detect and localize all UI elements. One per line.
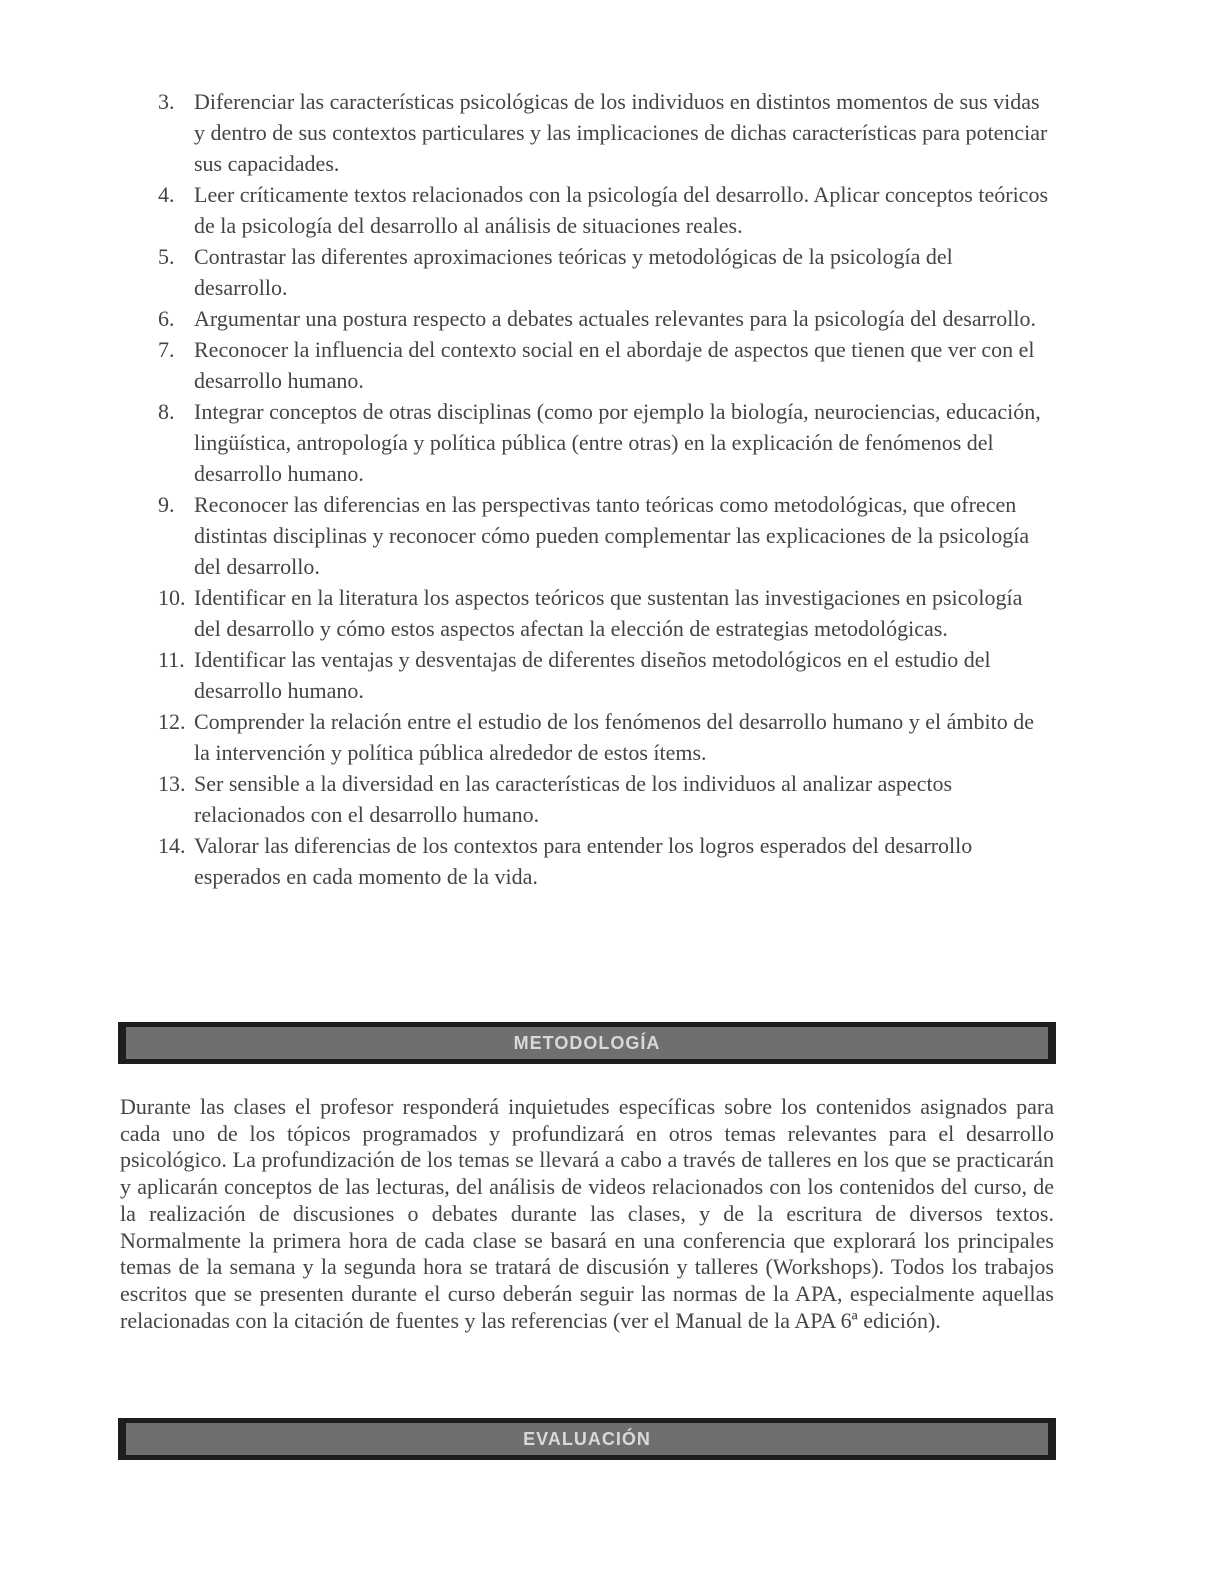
methodology-paragraph: Durante las clases el profesor responderá inquietudes específicas sobre los contenidos asignados para cada uno de los tópicos programados y profundizará en otros temas relevantes para el desarrollo psicológico. La profundización de los temas se llevará a cabo a través de talleres en los que se practicarán y aplicarán conceptos de las lecturas, del análisis de videos relacionados con los contenidos del curso, de la realización de discusiones o debates durante las clases, y de la escritura de diversos textos. Normalmente la primera hora de cada clase se basará en una conferencia que explorará los principales temas de la semana y la segunda hora se tratará de discusión y talleres (Workshops). Todos los trabajos escritos que se presenten durante el curso deberán seguir las normas de la APA, especialmente aquellas relacionadas con la citación de fuentes y las referencias (ver el Manual de la APA 6ª edición). — [120, 1094, 1054, 1333]
list-item — [158, 303, 1050, 334]
item-text: Reconocer la influencia del contexto social en el abordaje de aspectos que tienen que ver con el desarrollo humano. — [194, 337, 1035, 393]
list-item — [158, 830, 1050, 892]
list-item — [158, 582, 1050, 644]
item-text: Argumentar una postura respecto a debates actuales relevantes para la psicología del desarrollo. — [194, 306, 1036, 331]
item-number: 6. — [158, 306, 175, 331]
item-number: 4. — [158, 182, 175, 207]
evaluation-title: EVALUACIÓN — [126, 1423, 1048, 1455]
item-text: Identificar en la literatura los aspectos teóricos que sustentan las investigaciones en psicología del desarrollo y cómo estos aspectos afectan la elección de estrategias metodológicas. — [194, 585, 1023, 641]
item-number: 14. — [158, 833, 186, 858]
list-item — [158, 396, 1050, 489]
list-item — [158, 644, 1050, 706]
item-number: 9. — [158, 492, 175, 517]
item-text: Leer críticamente textos relacionados con la psicología del desarrollo. Aplicar conceptos teóricos de la psicología del desarrollo al análisis de situaciones reales. — [194, 182, 1049, 238]
methodology-title: METODOLOGÍA — [126, 1027, 1048, 1059]
item-number: 13. — [158, 771, 186, 796]
item-number: 11. — [158, 647, 185, 672]
item-number: 8. — [158, 399, 175, 424]
item-text: Valorar las diferencias de los contextos para entender los logros esperados del desarrollo esperados en cada momento de la vida. — [194, 833, 973, 889]
item-number: 3. — [158, 89, 175, 114]
item-number: 10. — [158, 585, 186, 610]
methodology-header — [118, 1022, 1056, 1064]
item-text: Ser sensible a la diversidad en las características de los individuos al analizar aspectos relacionados con el desarrollo humano. — [194, 771, 953, 827]
list-item — [158, 179, 1050, 241]
list-item — [158, 706, 1050, 768]
list-item — [158, 334, 1050, 396]
list-item — [158, 768, 1050, 830]
item-number: 5. — [158, 244, 175, 269]
list-item — [158, 86, 1050, 179]
item-text: Diferenciar las características psicológicas de los individuos en distintos momentos de sus vidas y dentro de sus contextos particulares y las implicaciones de dichas características para potenciar sus capacidades. — [194, 89, 1048, 176]
item-text: Integrar conceptos de otras disciplinas (como por ejemplo la biología, neurociencias, educación, lingüística, antropología y política pública (entre otras) en la explicación de fenómenos del desarrollo humano. — [194, 399, 1041, 486]
objectives-list — [158, 86, 1050, 892]
list-item — [158, 489, 1050, 582]
evaluation-header — [118, 1418, 1056, 1460]
item-text: Comprender la relación entre el estudio de los fenómenos del desarrollo humano y el ámbito de la intervención y política pública alrededor de estos ítems. — [194, 709, 1035, 765]
item-text: Contrastar las diferentes aproximaciones teóricas y metodológicas de la psicología del desarrollo. — [194, 244, 953, 300]
item-number: 7. — [158, 337, 175, 362]
item-number: 12. — [158, 709, 186, 734]
item-text: Reconocer las diferencias en las perspectivas tanto teóricas como metodológicas, que ofrecen distintas disciplinas y reconocer cómo pueden complementar las explicaciones de la psicología del desarrollo. — [194, 492, 1030, 579]
list-item — [158, 241, 1050, 303]
item-text: Identificar las ventajas y desventajas de diferentes diseños metodológicos en el estudio del desarrollo humano. — [194, 647, 991, 703]
